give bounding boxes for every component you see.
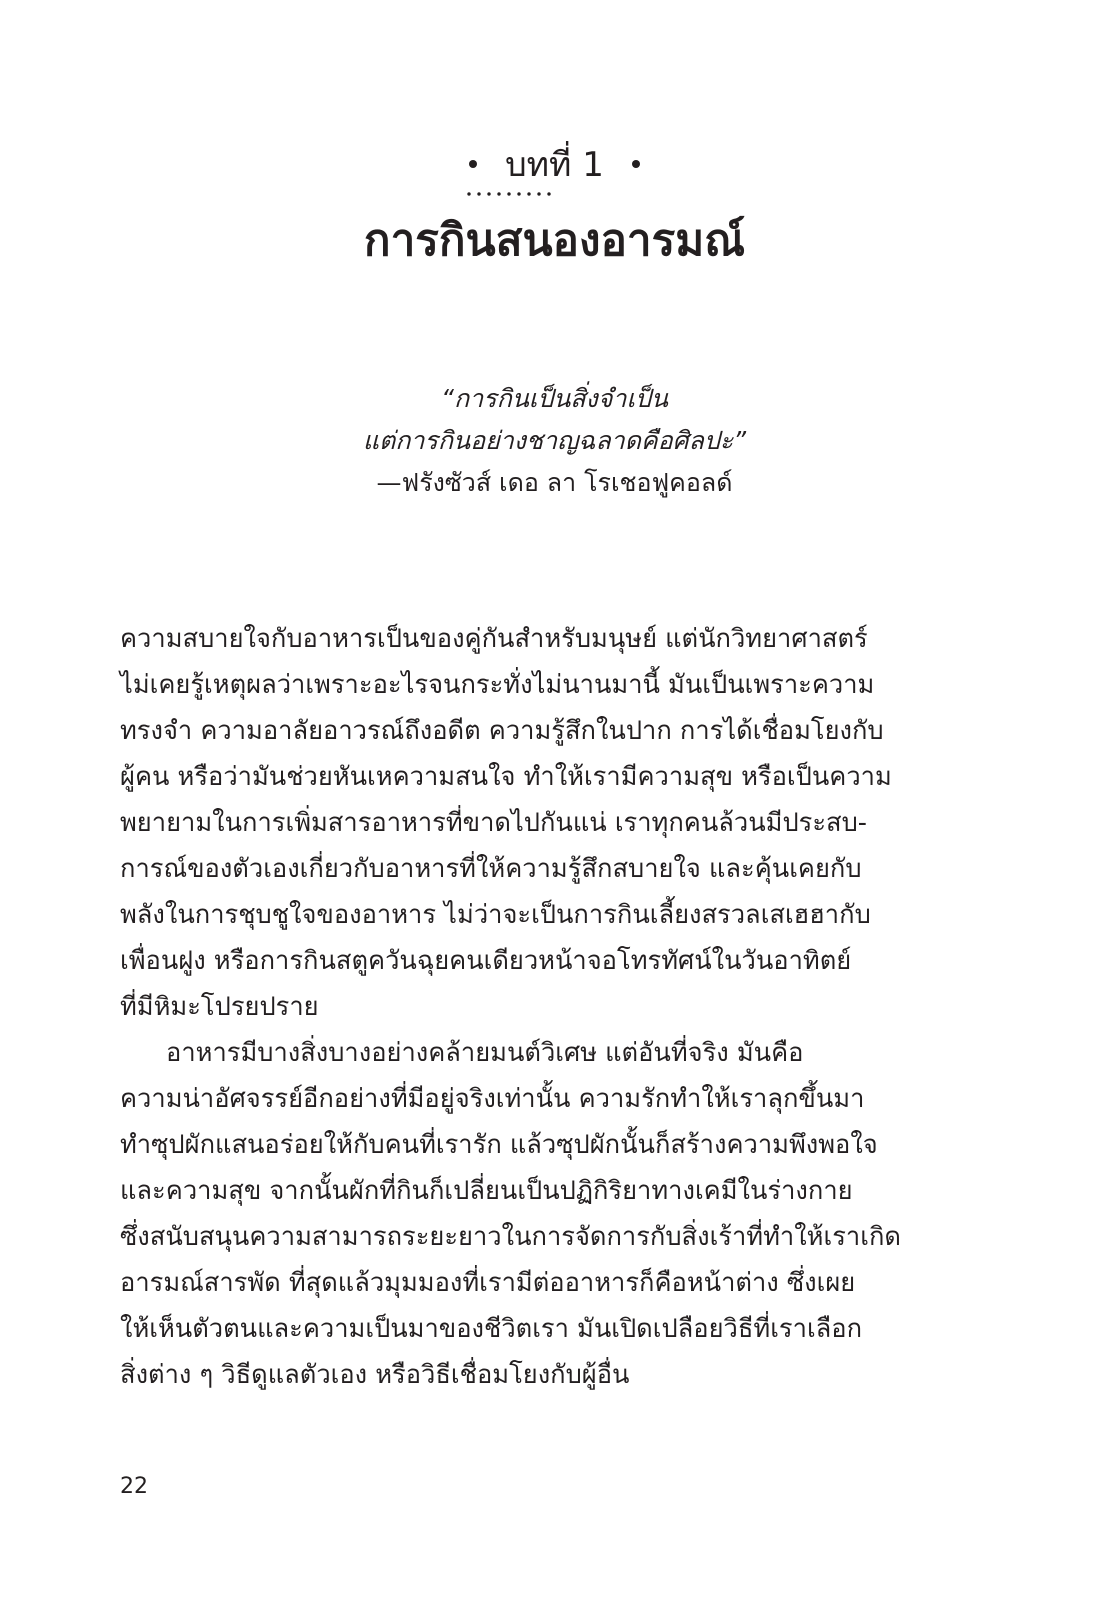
text-line: สิ่งต่าง ๆ วิธีดูแลตัวเอง หรือวิธีเชื่อมโยงกับผู้อื่น bbox=[120, 1360, 630, 1390]
chapter-title: การกินสนองอารมณ์ bbox=[363, 215, 746, 266]
chapter-label bbox=[0, 140, 1109, 190]
bullet-right-icon bbox=[632, 160, 640, 168]
text-line: เพื่อนฝูง หรือการกินสตูควันฉุยคนเดียวหน้าจอโทรทัศน์ในวันอาทิตย์ bbox=[120, 946, 852, 976]
epigraph-line: แต่การกินอย่างชาญฉลาดคือศิลปะ” bbox=[362, 426, 747, 455]
text-line: ซึ่งสนับสนุนความสามารถระยะยาวในการจัดการกับสิ่งเร้าที่ทำให้เราเกิด bbox=[120, 1222, 901, 1252]
text-line: การณ์ของตัวเองเกี่ยวกับอาหารที่ให้ความรู้สึกสบายใจ และคุ้นเคยกับ bbox=[120, 854, 862, 884]
text-line: ที่มีหิมะโปรยปราย bbox=[120, 992, 319, 1022]
text-line: พลังในการชุบชูใจของอาหาร ไม่ว่าจะเป็นการกินเลี้ยงสรวลเสเฮฮากับ bbox=[120, 900, 871, 930]
text-line: ความน่าอัศจรรย์อีกอย่างที่มีอยู่จริงเท่านั้น ความรักทำให้เราลุกขึ้นมา bbox=[120, 1084, 865, 1114]
text-line: ไม่เคยรู้เหตุผลว่าเพราะอะไรจนกระทั่งไม่นานมานี้ มันเป็นเพราะความ bbox=[120, 670, 875, 700]
text-line: ทำซุปผักแสนอร่อยให้กับคนที่เรารัก แล้วซุปผักนั้นก็สร้างความพึงพอใจ bbox=[120, 1130, 878, 1160]
bullet-left-icon bbox=[469, 160, 477, 168]
paragraph bbox=[120, 616, 900, 1030]
page-number: 22 bbox=[120, 1474, 148, 1499]
text-line: พยายามในการเพิ่มสารอาหารที่ขาดไปกันแน่ เราทุกคนล้วนมีประสบ- bbox=[120, 808, 868, 838]
text-line: และความสุข จากนั้นผักที่กินก็เปลี่ยนเป็นปฏิกิริยาทางเคมีในร่างกาย bbox=[120, 1176, 853, 1206]
text-line: อาหารมีบางสิ่งบางอย่างคล้ายมนต์วิเศษ แต่อันที่จริง มันคือ bbox=[166, 1038, 804, 1068]
paragraph bbox=[120, 1030, 900, 1398]
epigraph bbox=[0, 378, 1109, 504]
text-line: ความสบายใจกับอาหารเป็นของคู่กันสำหรับมนุษย์ แต่นักวิทยาศาสตร์ bbox=[120, 624, 868, 654]
dotted-divider bbox=[464, 192, 556, 196]
chapter-number: บทที่ 1 bbox=[505, 145, 604, 185]
text-line: ผู้คน หรือว่ามันช่วยหันเหความสนใจ ทำให้เรามีความสุข หรือเป็นความ bbox=[120, 762, 892, 792]
body-text bbox=[120, 616, 900, 1398]
epigraph-line: “การกินเป็นสิ่งจำเป็น bbox=[441, 384, 668, 413]
text-line: ให้เห็นตัวตนและความเป็นมาของชีวิตเรา มันเปิดเปลือยวิธีที่เราเลือก bbox=[120, 1314, 863, 1344]
text-line: ทรงจำ ความอาลัยอาวรณ์ถึงอดีต ความรู้สึกในปาก การได้เชื่อมโยงกับ bbox=[120, 716, 884, 746]
epigraph-attribution: —ฟรังซัวส์ เดอ ลา โรเชอฟูคอลด์ bbox=[376, 468, 733, 497]
text-line: อารมณ์สารพัด ที่สุดแล้วมุมมองที่เรามีต่ออาหารก็คือหน้าต่าง ซึ่งเผย bbox=[120, 1268, 856, 1298]
